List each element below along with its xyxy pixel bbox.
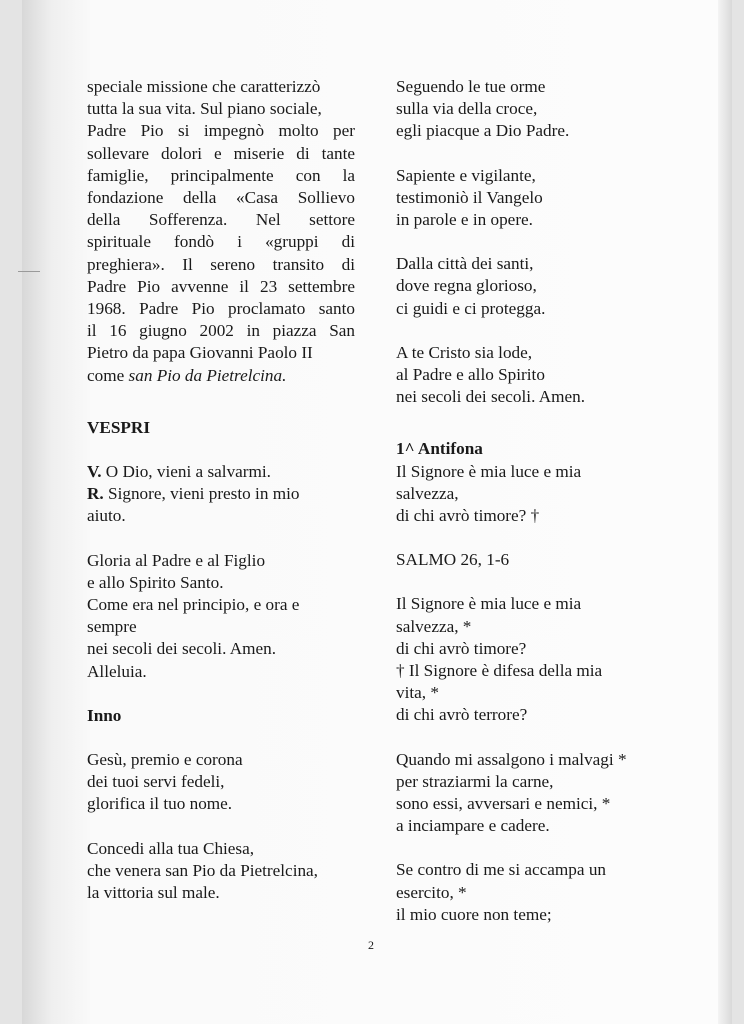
text-line: Alleluia. [87, 661, 147, 681]
text-line: ci guidi e ci protegga. [396, 298, 546, 318]
text-line: di chi avrò terrore? [396, 705, 528, 725]
text-line: famiglie, principalmente con la [87, 165, 355, 185]
text-line: A te Cristo sia lode, [396, 342, 533, 362]
psalm-title: SALMO 26, 1-6 [396, 550, 510, 570]
antifona-text [396, 461, 658, 528]
text-line: spirituale fondò i «gruppi di [87, 232, 355, 252]
text-line: † Il Signore è difesa della mia [396, 661, 603, 681]
text-line: dove regna glorioso, [396, 276, 537, 296]
hymn-stanza [396, 342, 658, 409]
text-line: salvezza, * [396, 616, 472, 636]
text-line: il 16 giugno 2002 in piazza San [87, 321, 355, 341]
versicle-label: V. [87, 462, 102, 482]
text-line: al Padre e allo Spirito [396, 365, 545, 385]
text-line: sulla via della croce, [396, 99, 538, 119]
text-line: di chi avrò timore? † [396, 506, 540, 526]
hymn-stanza [396, 76, 658, 143]
page-number: 2 [368, 938, 374, 952]
text-line: in parole e in opere. [396, 210, 533, 230]
text-line: Pietro da papa Giovanni Paolo II [87, 343, 313, 363]
text-line: della Sofferenza. Nel settore [87, 210, 355, 230]
text-line: Dalla città dei santi, [396, 254, 534, 274]
psalm-stanza [396, 749, 658, 838]
text-line: Il Signore è mia luce e mia [396, 461, 582, 481]
text-line: che venera san Pio da Pietrelcina, [87, 860, 318, 880]
gloria-block [87, 550, 355, 683]
response-text: Signore, vieni presto in mio [103, 484, 300, 504]
text-line: glorifica il tuo nome. [87, 794, 233, 814]
text-line: fondazione della «Casa Sollievo [87, 188, 355, 208]
response-line: aiuto. [87, 506, 126, 526]
page-edge [718, 0, 732, 1024]
text-line: Se contro di me si accampa un [396, 860, 607, 880]
text-line: speciale missione che caratterizzò [87, 77, 321, 96]
binding-mark [18, 271, 40, 272]
text-line: sono essi, avversari e nemici, * [396, 794, 611, 814]
text-line: la vittoria sul male. [87, 883, 220, 903]
vespri-heading: VESPRI [87, 417, 151, 437]
hymn-stanza [396, 253, 658, 320]
text-line: preghiera». Il sereno transito di [87, 254, 355, 274]
text-line: Padre Pio avvenne il 23 settembre [87, 276, 355, 296]
text-line: vita, * [396, 683, 439, 703]
versicle-line [87, 461, 355, 483]
text-line: Il Signore è mia luce e mia [396, 594, 582, 614]
left-column [87, 76, 355, 904]
saint-name: san Pio da Pietrelcina. [128, 365, 287, 385]
text-line: sollevare dolori e miserie di tante [87, 143, 355, 163]
text-line: esercito, * [396, 882, 467, 902]
text-line: dei tuoi servi fedeli, [87, 772, 225, 792]
biography-paragraph [87, 76, 355, 387]
hymn-stanza [396, 165, 658, 232]
right-column [396, 76, 658, 926]
hymn-stanza [87, 838, 355, 905]
text-line: Gesù, premio e corona [87, 750, 243, 770]
inno-heading: Inno [87, 705, 122, 725]
text-line: tutta la sua vita. Sul piano sociale, [87, 99, 322, 119]
text-line: il mio cuore non teme; [396, 904, 552, 924]
text-line: per straziarmi la carne, [396, 771, 554, 791]
text-line: sempre [87, 617, 137, 637]
response-line [87, 483, 355, 505]
text-line: testimoniò il Vangelo [396, 187, 543, 207]
versicle-text: O Dio, vieni a salvarmi. [101, 462, 271, 482]
text-line: Seguendo le tue orme [396, 77, 546, 96]
text-fragment: come [87, 365, 129, 385]
text-line: Concedi alla tua Chiesa, [87, 838, 255, 858]
psalm-stanza [396, 859, 658, 926]
text-line: a inciampare e cadere. [396, 816, 550, 836]
text-line: Sapiente e vigilante, [396, 165, 536, 185]
text-line: Quando mi assalgono i malvagi * [396, 749, 627, 769]
text-line: Padre Pio si impegnò molto per [87, 121, 355, 141]
text-line: 1968. Padre Pio proclamato santo [87, 299, 355, 319]
text-line: e allo Spirito Santo. [87, 572, 224, 592]
response-label: R. [87, 484, 104, 504]
antifona-heading: 1^ Antifona [396, 439, 483, 459]
text-line: Gloria al Padre e al Figlio [87, 550, 266, 570]
text-line [87, 365, 355, 387]
text-line: salvezza, [396, 483, 459, 503]
text-line: egli piacque a Dio Padre. [396, 121, 570, 141]
psalm-stanza [396, 593, 658, 726]
hymn-stanza [87, 749, 355, 816]
text-line: di chi avrò timore? [396, 638, 527, 658]
text-line: nei secoli dei secoli. Amen. [396, 387, 586, 407]
text-line: nei secoli dei secoli. Amen. [87, 639, 277, 659]
text-line: Come era nel principio, e ora e [87, 595, 300, 615]
